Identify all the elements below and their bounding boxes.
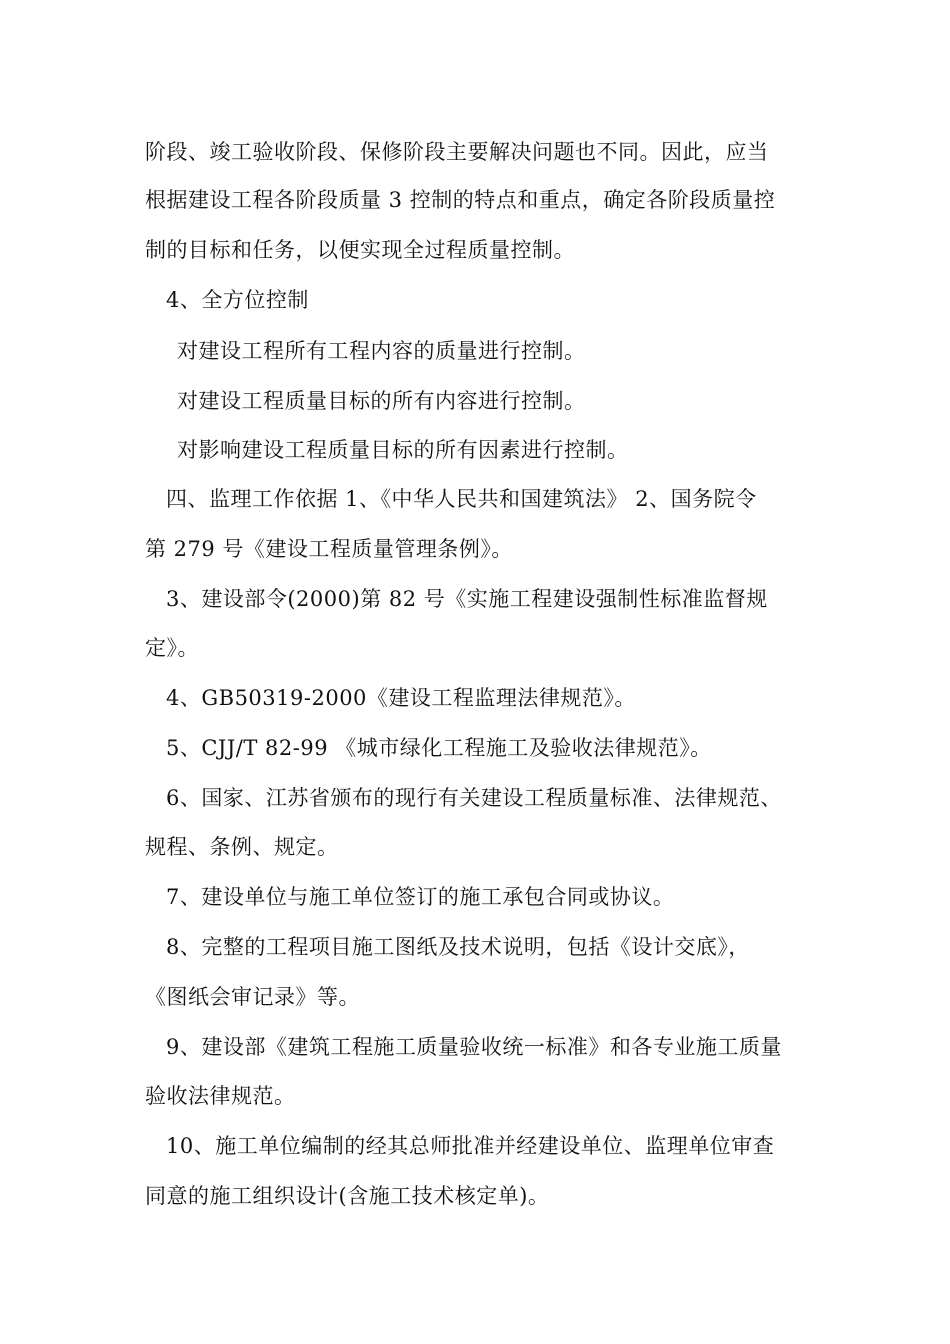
- list-item: 3、建设部令(2000)第 82 号《实施工程建设强制性标准监督规: [166, 587, 768, 611]
- list-item: 8、完整的工程项目施工图纸及技术说明，包括《设计交底》，: [166, 935, 750, 959]
- list-item: 10、施工单位编制的经其总师批准并经建设单位、监理单位审查: [166, 1134, 775, 1158]
- paragraph-line: 同意的施工组织设计(含施工技术核定单)。: [145, 1184, 550, 1208]
- paragraph-line: 第 279 号《建设工程质量管理条例》。: [145, 537, 513, 561]
- list-item: 6、国家、江苏省颁布的现行有关建设工程质量标准、法律规范、: [166, 786, 782, 810]
- paragraph-line: 验收法律规范。: [145, 1084, 296, 1108]
- paragraph-line: 规程、条例、规定。: [145, 835, 339, 859]
- paragraph-line: 对建设工程质量目标的所有内容进行控制。: [177, 389, 586, 413]
- list-item: 4、GB50319-2000《建设工程监理法律规范》。: [166, 686, 636, 710]
- paragraph-line: 阶段、竣工验收阶段、保修阶段主要解决问题也不同。因此，应当: [145, 140, 769, 164]
- paragraph-line: 制的目标和任务，以便实现全过程质量控制。: [145, 238, 575, 262]
- section-heading: 4、全方位控制: [166, 288, 309, 312]
- paragraph-line: 根据建设工程各阶段质量 3 控制的特点和重点，确定各阶段质量控: [145, 188, 776, 212]
- paragraph-line: 定》。: [145, 636, 199, 660]
- paragraph-line: 对建设工程所有工程内容的质量进行控制。: [177, 339, 586, 363]
- list-item: 9、建设部《建筑工程施工质量验收统一标准》和各专业施工质量: [166, 1035, 782, 1059]
- paragraph-line: 对影响建设工程质量目标的所有因素进行控制。: [177, 438, 629, 462]
- list-item: 7、建设单位与施工单位签订的施工承包合同或协议。: [166, 885, 675, 909]
- paragraph-line: 《图纸会审记录》等。: [145, 985, 360, 1009]
- list-item: 5、CJJ/T 82-99 《城市绿化工程施工及验收法律规范》。: [166, 736, 712, 760]
- section-heading: 四、监理工作依据 1、《中华人民共和国建筑法》 2、国务院令: [166, 487, 757, 511]
